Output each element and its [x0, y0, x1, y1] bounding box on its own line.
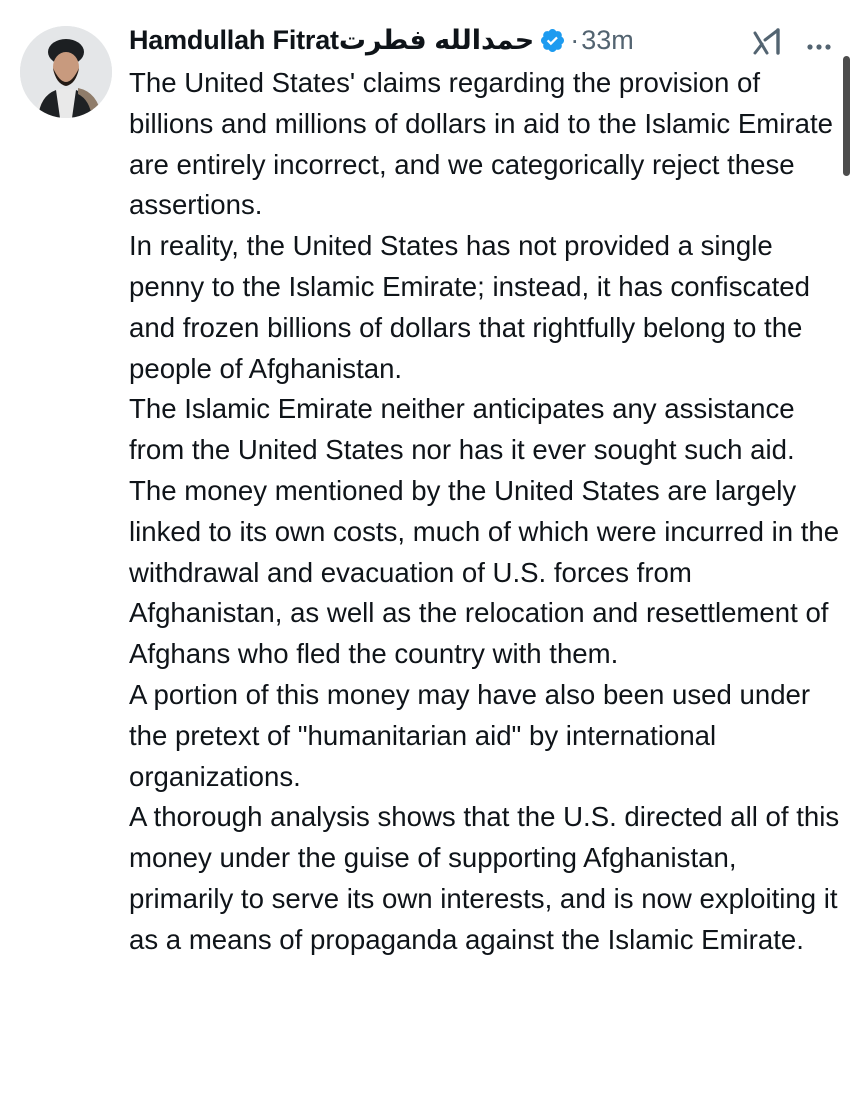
separator-dot: ·: [570, 24, 580, 55]
verified-badge-icon: [539, 27, 566, 54]
tweet-text: [129, 63, 841, 961]
profile-photo: [20, 26, 112, 118]
tweet-paragraph: In reality, the United States has not provided a single penny to the Islamic Emirate; instead, it has confiscated and frozen billions of dollars that rightfully belong to the people of Afghanistan.: [129, 230, 810, 384]
avatar[interactable]: [20, 26, 112, 118]
tweet-paragraph: The money mentioned by the United States are largely linked to its own costs, much of which were incurred in the withdrawal and evacuation of U.S. forces from Afghanistan, as well as the relocation and resettlement of Afghans who fled the country with them.: [129, 474, 840, 670]
tweet-paragraph: The United States' claims regarding the provision of billions and millions of dollars in aid to the Islamic Emirate are entirely incorrect, and we categorically reject these assertions.: [129, 67, 833, 221]
tweet-paragraph: A portion of this money may have also been used under the pretext of "humanitarian aid" by international organizations.: [129, 678, 811, 792]
more-options-icon[interactable]: [806, 38, 832, 46]
tweet-paragraph: The Islamic Emirate neither anticipates any assistance from the United States nor has it ever sought such aid.: [129, 393, 795, 466]
grok-icon[interactable]: [752, 26, 786, 56]
scrollbar[interactable]: [843, 56, 850, 176]
tweet-paragraph: A thorough analysis shows that the U.S. directed all of this money under the guise of supporting Afghanistan, primarily to serve its own interests, and is now exploiting it as a means of propaganda against the Islamic Emirate.: [129, 801, 840, 955]
timestamp[interactable]: 33m: [581, 24, 634, 55]
tweet-header: [129, 20, 634, 60]
display-name[interactable]: Hamdullah Fitratحمدالله فطرت: [129, 24, 535, 55]
